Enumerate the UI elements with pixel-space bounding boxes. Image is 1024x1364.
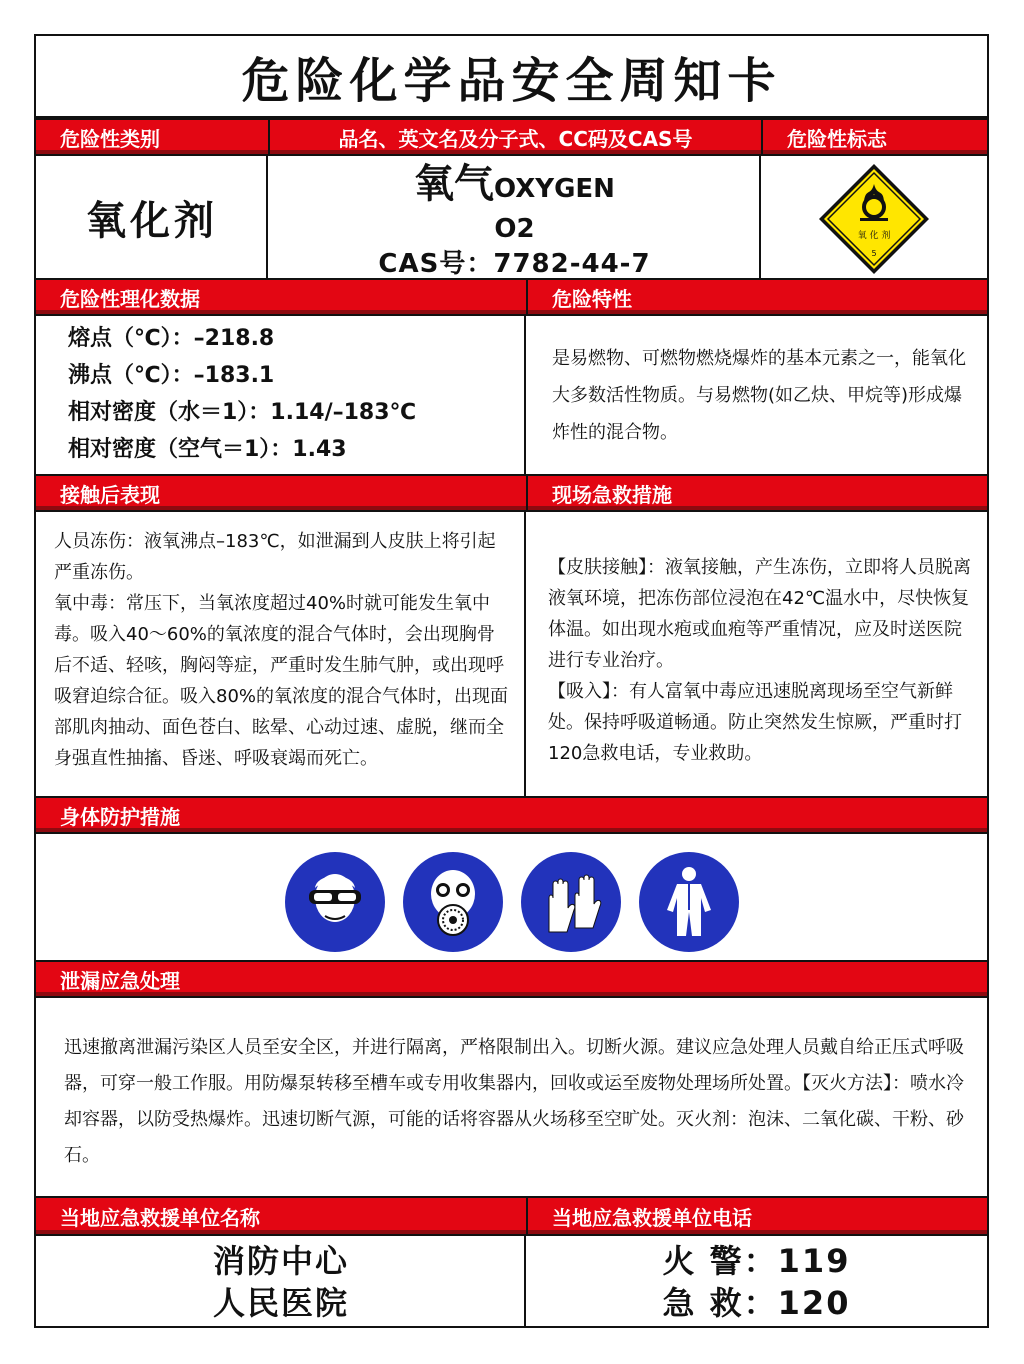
- exposure-text: [54, 526, 512, 796]
- oxidizer-diamond-icon: [761, 156, 987, 278]
- card-title: 危险化学品安全周知卡: [36, 36, 987, 118]
- exposure-paragraph: 氧中毒：常压下，当氧浓度超过40%时就可能发生氧中毒。吸入40～60%的氧浓度的混合气体时，会出现胸骨后不适、轻咳，胸闷等症，严重时发生肺气肿，或出现呼吸窘迫综合征。吸入80%的氧浓度的混合气体时，出现面部肌肉抽动、面色苍白、眩晕、心动过速、虚脱，继而全身强直性抽搐、昏迷、呼吸衰竭而死亡。: [54, 593, 509, 769]
- leak-text: 迅速撤离泄漏污染区人员至安全区，并进行隔离，严格限制出入。切断火源。建议应急处理人员戴自给正压式呼吸器，可穿一般工作服。用防爆泵转移至槽车或专用收集器内，回收或运至废物处理场所处置。【灭火方法】：喷水冷却容器，以防受热爆炸。迅速切断气源，可能的话将容器从火场移至空旷处。灭火剂：泡沫、二氧化碳、干粉、砂石。: [64, 1037, 964, 1166]
- divider: [524, 316, 526, 474]
- local-phones: [526, 1240, 987, 1324]
- protective-gloves-icon: [521, 852, 621, 952]
- local-unit-name: 消防中心: [212, 1242, 349, 1280]
- local-phone-line: 火 警：119: [662, 1242, 851, 1280]
- header-hazard-sign: 危险性标志: [761, 118, 987, 156]
- local-phone-line: 急 救：120: [662, 1284, 851, 1322]
- exposure-paragraph: 人员冻伤：液氧沸点–183℃，如泄漏到人皮肤上将引起严重冻伤。: [54, 531, 496, 583]
- safety-card: [34, 34, 989, 1328]
- protection-icons: [36, 844, 987, 960]
- header-first-aid: 现场急救措施: [526, 474, 987, 512]
- header-protection: 身体防护措施: [36, 796, 987, 834]
- local-units: [36, 1240, 526, 1324]
- first-aid-paragraph: 【皮肤接触】：液氧接触，产生冻伤，立即将人员脱离液氧环境，把冻伤部位浸泡在42℃温水中，尽快恢复体温。如出现水疱或血疱等严重情况，应及时送医院进行专业治疗。: [548, 557, 971, 671]
- product-cas: CAS号：7782-44-7: [378, 249, 651, 278]
- first-aid-paragraph: 【吸入】：有人富氧中毒应迅速脱离现场至空气新鲜处。保持呼吸道畅通。防止突然发生惊厥，严重时打120急救电话，专业救助。: [548, 681, 962, 764]
- phys-data-line: 相对密度（空气＝1）：1.43: [68, 437, 347, 462]
- phys-data-line: 熔点（℃）：–218.8: [68, 326, 275, 351]
- phys-data-list: [68, 320, 523, 470]
- hazard-traits-text: 是易燃物、可燃物燃烧爆炸的基本元素之一，能氧化大多数活性物质。与易燃物(如乙炔、甲烷等)形成爆炸性的混合物。: [552, 348, 966, 443]
- header-exposure: 接触后表现: [36, 474, 526, 512]
- header-local-phone: 当地应急救援单位电话: [526, 1196, 987, 1236]
- protective-suit-icon: [639, 852, 739, 952]
- hazard-sign-cell: [761, 156, 987, 278]
- header-phys-data: 危险性理化数据: [36, 278, 526, 316]
- product-info: [268, 156, 761, 278]
- hazard-sign-label: 氧 化 剂: [857, 231, 891, 241]
- header-leak: 泄漏应急处理: [36, 960, 987, 998]
- product-en-name: OXYGEN: [494, 174, 615, 204]
- hazard-sign-number: 5: [871, 249, 877, 258]
- product-formula: O2: [494, 214, 535, 244]
- phys-data-line: 沸点（℃）：–183.1: [68, 363, 275, 388]
- divider: [524, 512, 526, 796]
- header-hazard-traits: 危险特性: [526, 278, 987, 316]
- safety-goggles-icon: [285, 852, 385, 952]
- hazard-class-value: 氧化剂: [86, 197, 218, 244]
- local-unit-name: 人民医院: [212, 1284, 349, 1322]
- product-cn-name: 氧气: [414, 161, 495, 207]
- phys-data-line: 相对密度（水＝1）：1.14/–183℃: [68, 400, 417, 425]
- header-hazard-class: 危险性类别: [36, 118, 268, 156]
- gas-mask-icon: [403, 852, 503, 952]
- header-product-info: 品名、英文名及分子式、CC码及CAS号: [268, 118, 761, 156]
- header-local-unit: 当地应急救援单位名称: [36, 1196, 526, 1236]
- first-aid-text: [548, 552, 978, 792]
